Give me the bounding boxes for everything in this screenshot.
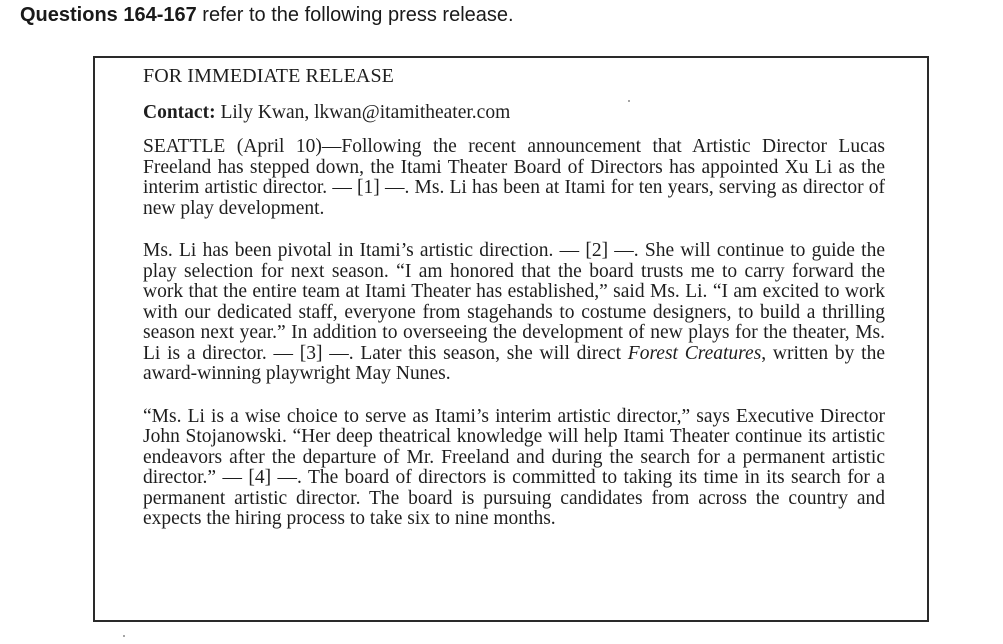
scan-speck xyxy=(123,635,125,637)
question-range: Questions 164-167 xyxy=(20,4,197,26)
contact-value: Lily Kwan, lkwan@itamitheater.com xyxy=(215,102,511,123)
press-release-content xyxy=(143,64,885,530)
paragraph-2-text-start: Ms. Li has been pivotal in Itami’s artistic direction. — [2] —. She will continue to guide the play selection for next season. “I am honored that the board trusts me to carry forward the work that the entire team at Itami Theater has established,” said Ms. Li. “I am excited to work with our dedicated staff, everyone from stagehands to costume designers, to build a thrilling season next year.” In addition to overseeing the development of new plays for the theater, Ms. Li is a director. — [3] —. Later this season, she will direct xyxy=(143,240,885,364)
contact-label: Contact: xyxy=(143,102,216,123)
question-header xyxy=(20,4,514,27)
play-title: Forest Creatures xyxy=(627,342,762,364)
release-title: FOR IMMEDIATE RELEASE xyxy=(143,65,394,87)
paragraph-2 xyxy=(143,241,885,385)
paragraph-3: “Ms. Li is a wise choice to serve as Itami’s interim artistic director,” says Executive Director John Stojanowski. “Her deep theatrical knowledge will help Itami Theater continue its artistic endeavors after the departure of Mr. Freeland and during the search for a permanent artistic director.” — [4] —. The board of directors is committed to taking its time in its search for a permanent artistic director. The board is pursuing candidates from across the country and expects the hiring process to take six to nine months. xyxy=(143,405,885,529)
contact-line xyxy=(143,101,885,125)
paragraph-2-text-end: , written by the award-winning playwright May Nunes. xyxy=(143,342,885,384)
scan-speck xyxy=(628,100,630,102)
question-intro-text: refer to the following press release. xyxy=(196,4,514,26)
paragraph-1: SEATTLE (April 10)—Following the recent announcement that Artistic Director Lucas Freeland has stepped down, the Itami Theater Board of Directors has appointed Xu Li as the interim artistic director. — [1] —. Ms. Li has been at Itami for ten years, serving as director of new play development. xyxy=(143,136,885,219)
